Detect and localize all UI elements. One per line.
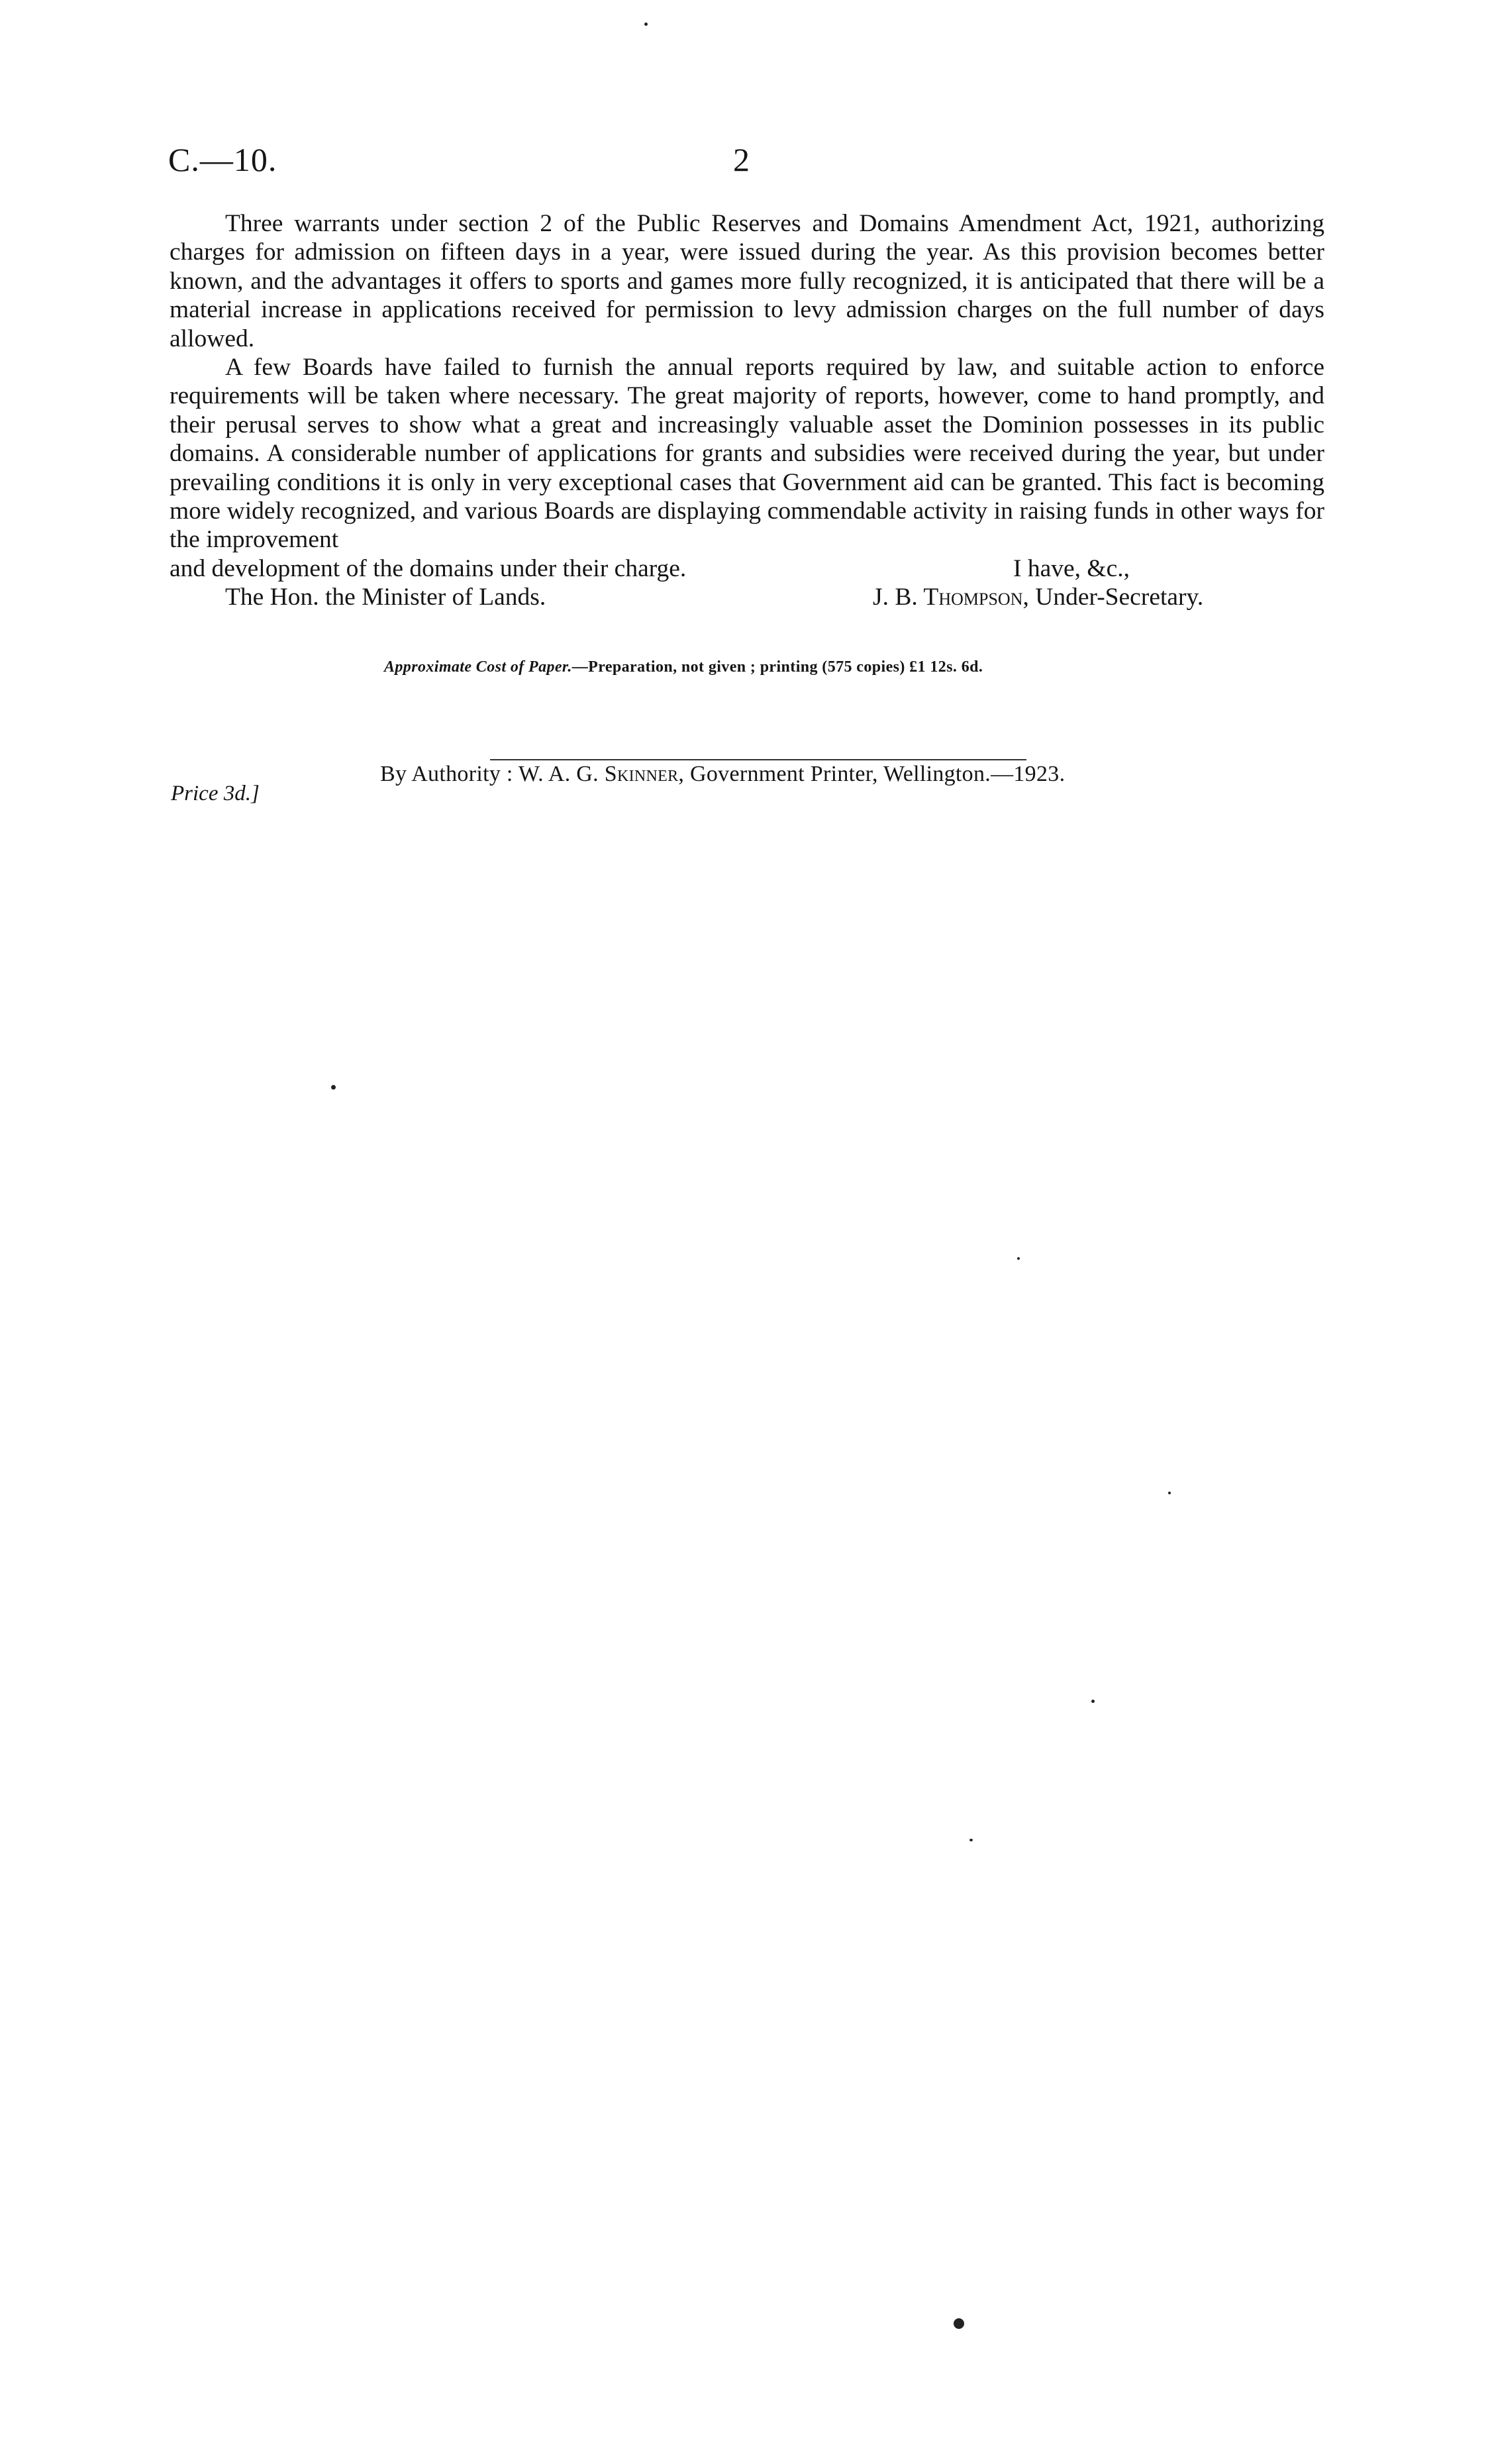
scan-speck [1168, 1492, 1171, 1494]
cost-of-paper-note [384, 658, 983, 676]
page-number: 2 [733, 141, 750, 178]
paragraph-last-line: and development of the domains under their charge. [170, 554, 687, 582]
authority-prefix: By Authority : W. A. G. [380, 762, 605, 786]
closing-line-row [170, 554, 1324, 583]
printer-authority-line [380, 762, 1065, 787]
cost-text: —Preparation, not given ; printing (575 copies) £1 12s. 6d. [571, 658, 983, 676]
scan-speck [954, 2318, 964, 2329]
price-note: Price 3d.] [171, 782, 260, 805]
document-reference: C.—10. [168, 141, 277, 178]
signature [873, 583, 1203, 611]
scan-speck [969, 1839, 973, 1841]
signatory-title: , Under-Secretary. [1022, 584, 1204, 611]
paragraph-warrants: Three warrants under section 2 of the Public Reserves and Domains Amendment Act, 1921, authorizing charges for admission on fifteen days in a year, were issued during the year. As this provision becomes better known, and the advantages it offers to sports and games more fully recognized, it is anticipated that there will be a material increase in applications received for permission to levy admission charges on the full number of days allowed. [170, 210, 1324, 352]
scan-speck [1017, 1257, 1020, 1260]
cost-label: Approximate Cost of Paper. [384, 658, 572, 676]
scan-speck [1091, 1700, 1095, 1703]
paragraph-boards: A few Boards have failed to furnish the annual reports required by law, and suitable action to enforce requirements will be taken where necessary. The great majority of reports, however, come to hand promptly, and their perusal serves to show what a great and increasingly valuable asset the Dominion possesses in its public domains. A considerable number of applications for grants and subsidies were received during the year, but under prevailing conditions it is only in very exceptional cases that Government aid can be granted. This fact is becoming more widely recognized, and various Boards are displaying commendable activity in raising funds in other ways for the improvement [170, 354, 1324, 554]
signature-row [170, 583, 1324, 611]
scan-speck [644, 23, 648, 26]
footer-rule [490, 759, 1026, 760]
letter-body [170, 209, 1324, 612]
closing-formula: I have, &c., [1013, 554, 1130, 582]
addressee: The Hon. the Minister of Lands. [225, 584, 546, 611]
signatory-name: J. B. Thompson [873, 584, 1023, 611]
printer-name: Skinner [604, 762, 679, 786]
authority-suffix: , Government Printer, Wellington.—1923. [678, 762, 1065, 786]
scan-speck [331, 1085, 336, 1090]
